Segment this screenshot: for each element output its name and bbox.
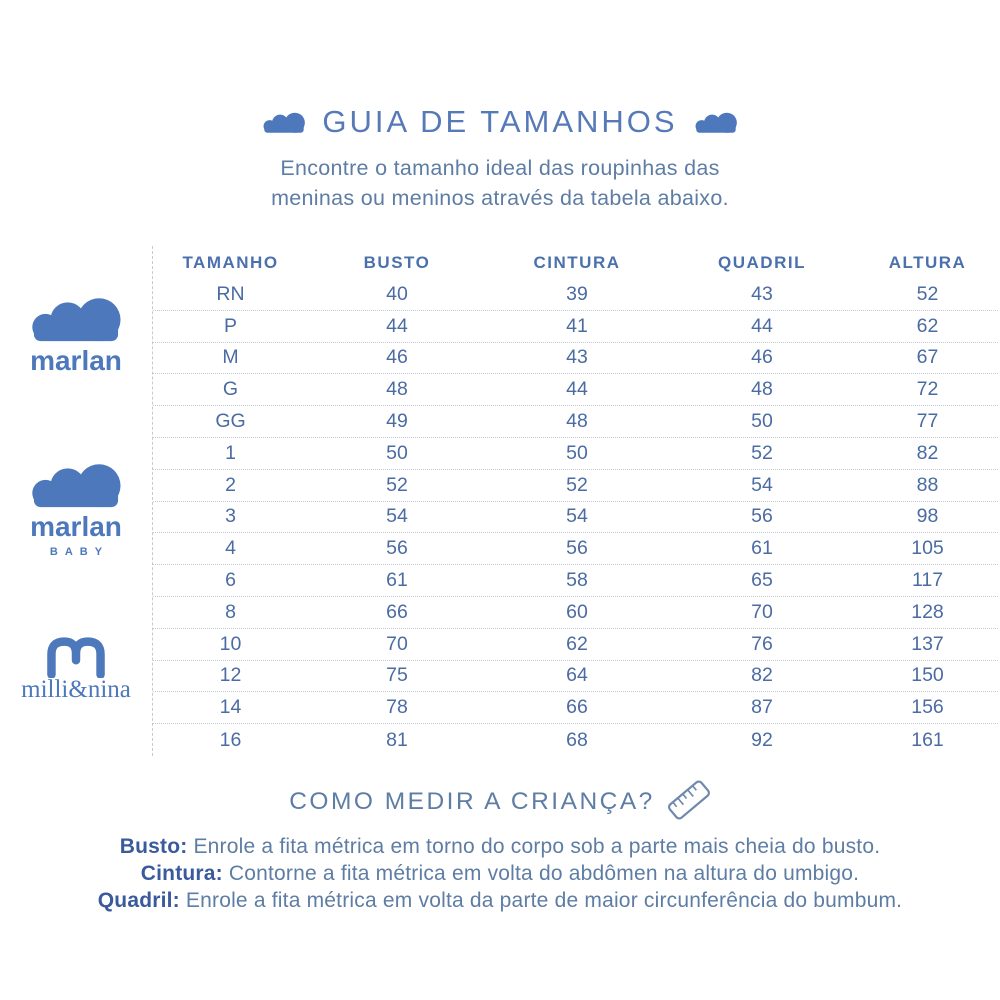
measure-value: 54 [751,473,773,496]
instruction-text: Enrole a fita métrica em torno do corpo sob a parte mais cheia do busto. [187,835,881,858]
marlan-wordmark: marlan [30,511,122,542]
measure-value: 54 [566,505,588,528]
column-header-cintura: CINTURA [533,252,621,272]
measure-value: 65 [751,569,773,592]
measure-value: 67 [916,346,939,369]
marlan-logo [0,292,152,377]
instruction-cintura [0,861,1000,888]
measure-value: 46 [386,346,408,369]
table-row-size-rn [153,279,998,311]
measure-value: 52 [751,441,773,464]
measure-value: 56 [566,537,588,560]
table-row-size-3 [153,502,998,534]
subtitle [0,153,1000,213]
measure-value: 49 [386,410,408,433]
instruction-busto [0,834,1000,861]
measure-value: 56 [386,537,408,560]
measure-value: 50 [386,441,408,464]
table-row-size-6 [153,565,998,597]
measure-value: 52 [566,473,588,496]
instruction-label: Busto: [119,835,188,858]
measure-value: 58 [566,569,588,592]
size-label: 1 [225,441,236,464]
size-label: 6 [225,569,236,592]
subtitle-line-2: meninas ou meninos através da tabela abaixo. [271,186,729,210]
measure-value: 62 [566,632,588,655]
table-header-row [153,246,998,279]
measure-value: 78 [386,696,408,719]
measure-value: 70 [751,600,773,623]
table-row-size-gg [153,406,998,438]
measure-value: 88 [916,473,939,496]
measure-value: 50 [751,410,773,433]
size-label: 8 [225,600,236,623]
measure-value: 44 [386,314,408,337]
table-row-size-16 [153,724,998,756]
instruction-text: Contorne a fita métrica em volta do abdômen na altura do umbigo. [222,861,860,885]
column-header-busto: BUSTO [363,252,431,272]
marlan-baby-logo [0,458,152,558]
measure-value: 48 [751,378,773,401]
size-label: 10 [219,632,242,655]
instruction-label: Quadril: [97,888,180,912]
measure-value: 44 [566,378,588,401]
measure-value: 156 [911,696,944,719]
measure-value: 48 [566,410,588,433]
size-label: 12 [219,664,242,687]
measure-value: 52 [916,282,939,305]
measure-value: 150 [911,664,944,687]
measure-value: 137 [911,632,944,655]
column-header-altura: ALTURA [888,252,967,272]
size-table [152,246,998,756]
measure-value: 44 [751,314,773,337]
table-row-size-m [153,343,998,375]
size-label: 2 [225,473,236,496]
measure-value: 61 [386,569,408,592]
size-label: G [222,378,239,401]
table-row-size-14 [153,692,998,724]
measure-value: 128 [911,600,944,623]
milli-nina-logo [0,634,152,704]
measure-value: 46 [751,346,773,369]
table-row-size-4 [153,533,998,565]
cloud-icon [29,458,123,510]
marlan-wordmark: marlan [30,345,122,376]
how-to-measure-heading-row [0,782,1000,822]
measure-value: 81 [386,728,408,751]
size-label: P [223,314,237,337]
measure-value: 75 [386,664,408,687]
cloud-icon-right [694,110,738,134]
measure-value: 87 [751,696,773,719]
table-row-size-12 [153,661,998,693]
table-row-size-10 [153,629,998,661]
measure-value: 70 [386,632,408,655]
measure-value: 39 [566,282,588,305]
ruler-icon [658,769,720,831]
measure-value: 117 [911,569,944,592]
measure-instructions [0,834,1000,914]
size-label: M [222,346,239,369]
measure-value: 161 [911,728,944,751]
size-label: GG [215,410,246,433]
milli-nina-wordmark: milli&nina [21,676,131,703]
header [0,104,1000,213]
how-to-measure-heading: COMO MEDIR A CRIANÇA? [289,788,655,815]
instruction-quadril [0,888,1000,915]
measure-value: 50 [566,441,588,464]
cloud-icon-left [262,110,306,134]
measure-value: 62 [916,314,939,337]
cloud-icon [29,292,123,344]
measure-value: 82 [916,441,939,464]
baby-label: BABY [49,546,110,558]
subtitle-line-1: Encontre o tamanho ideal das roupinhas das [280,156,720,180]
measure-value: 105 [911,537,944,560]
instruction-text: Enrole a fita métrica em volta da parte de maior circunferência do bumbum. [179,888,903,912]
measure-value: 68 [566,728,588,751]
measure-value: 43 [566,346,588,369]
measure-value: 43 [751,282,773,305]
measure-value: 41 [566,314,588,337]
size-label: 16 [219,728,242,751]
column-header-tamanho: TAMANHO [182,252,279,272]
size-label: 4 [225,537,236,560]
instruction-label: Cintura: [140,861,223,885]
table-row-size-g [153,374,998,406]
measure-value: 72 [916,378,939,401]
measure-value: 61 [751,537,773,560]
measure-value: 60 [566,600,588,623]
table-row-size-2 [153,470,998,502]
measure-value: 92 [751,728,773,751]
measure-value: 66 [566,696,588,719]
page-title: GUIA DE TAMANHOS [322,104,678,139]
table-row-size-1 [153,438,998,470]
size-label: RN [216,282,245,305]
measure-value: 76 [751,632,773,655]
measure-value: 82 [751,664,773,687]
measure-value: 48 [386,378,408,401]
measure-value: 54 [386,505,408,528]
table-row-size-p [153,311,998,343]
milli-nina-monogram [39,634,113,678]
measure-value: 40 [386,282,408,305]
measure-value: 52 [386,473,408,496]
measure-value: 66 [386,600,408,623]
size-label: 3 [225,505,236,528]
measure-value: 56 [751,505,773,528]
measure-value: 98 [916,505,939,528]
title-row [0,104,1000,140]
size-label: 14 [219,696,242,719]
table-row-size-8 [153,597,998,629]
measure-value: 64 [566,664,588,687]
column-header-quadril: QUADRIL [718,252,806,272]
measure-value: 77 [916,410,939,433]
